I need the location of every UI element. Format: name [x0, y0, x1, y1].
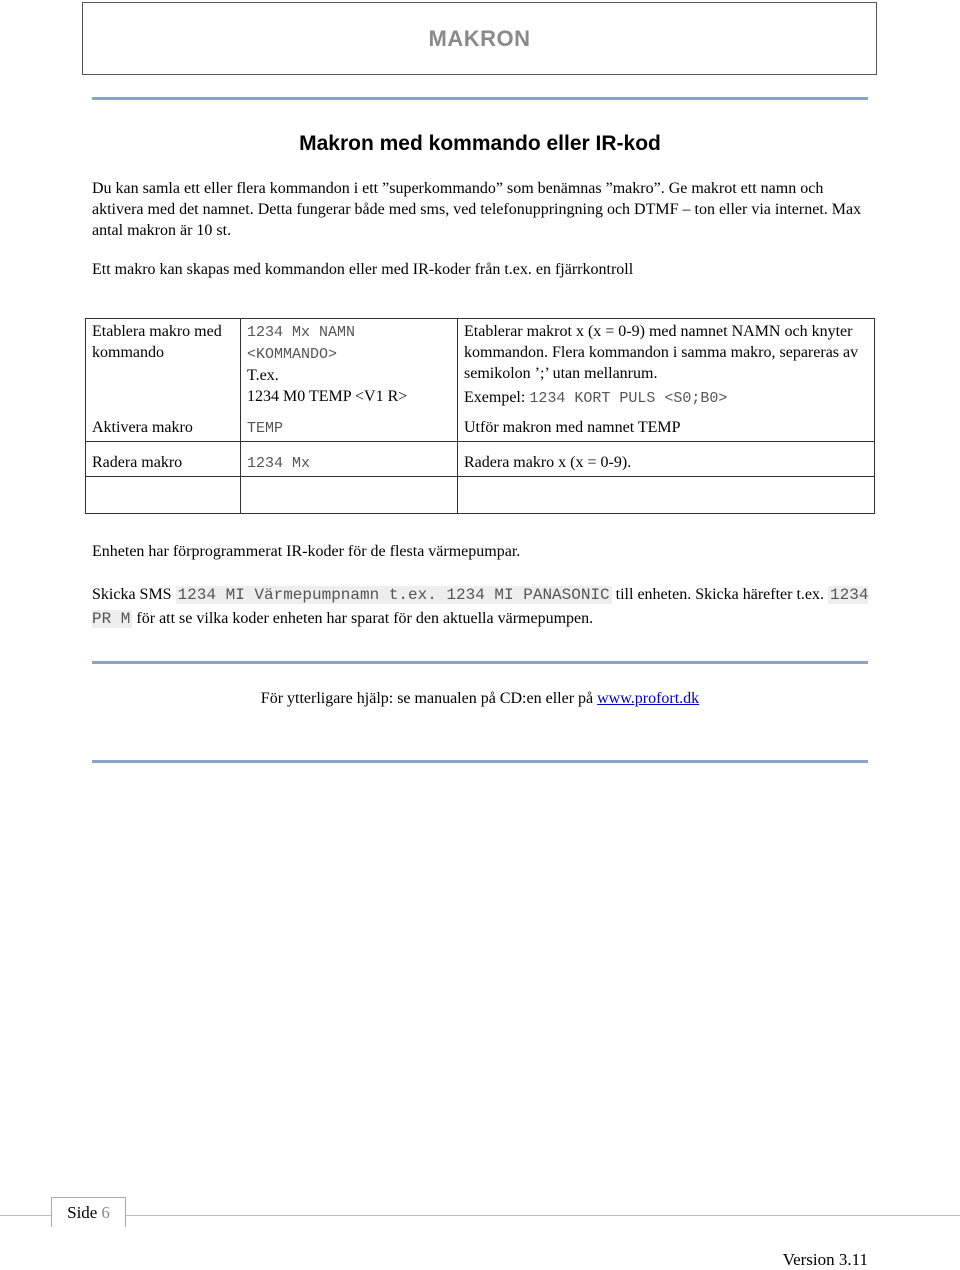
sms-suffix: för att se vilka koder enheten har sparat för den aktuella värmepumpen.	[136, 610, 594, 627]
activate-code-cell	[241, 411, 458, 442]
help-line	[0, 690, 960, 708]
create-code-cell	[241, 319, 458, 412]
divider-middle	[92, 661, 868, 664]
empty-cell-1	[86, 477, 241, 514]
header-box	[82, 2, 877, 75]
divider-top	[92, 97, 868, 100]
divider-bottom	[92, 760, 868, 763]
empty-cell-2	[241, 477, 458, 514]
sms-middle: till enheten. Skicka härefter t.ex.	[615, 586, 825, 603]
section-title: Makron med kommando eller IR-kod	[299, 132, 661, 155]
create-code-line1: 1234 Mx NAMN	[247, 324, 356, 341]
header-title: MAKRON	[428, 25, 531, 51]
create-description-cell	[458, 319, 875, 412]
intro-paragraph-1: Du kan samla ett eller flera kommandon i ett ”superkommando” som benämnas ”makro”. Ge makrot ett namn och aktivera med det namnet. Detta fungerar både med sms, ved telefonuppringning och DTMF – ton eller via internet. Max antal makron är 10 st.	[92, 180, 862, 239]
page-tab	[51, 1197, 126, 1227]
delete-code: 1234 Mx	[247, 455, 311, 472]
delete-label: Radera makro	[86, 442, 241, 477]
empty-cell-3	[458, 477, 875, 514]
activate-description: Utför makron med namnet TEMP	[458, 411, 875, 442]
sms-prefix: Skicka SMS	[92, 586, 172, 603]
sms-code-2: 1234 PR M	[92, 586, 869, 628]
create-example: 1234 M0 TEMP <V1 R>	[247, 388, 408, 405]
create-example-label: T.ex.	[247, 367, 279, 384]
create-description: Etablerar makrot x (x = 0-9) med namnet NAMN och knyter kommandon. Flera kommandon i samma makro, separeras av semikolon ’;’ utan mellanrum.	[464, 323, 859, 382]
sms-paragraph	[92, 583, 872, 631]
macro-table	[85, 318, 875, 514]
table-row-create	[86, 319, 875, 412]
intro-paragraph-2: Ett makro kan skapas med kommandon eller med IR-koder från t.ex. en fjärrkontroll	[92, 261, 634, 278]
table-row-delete	[86, 442, 875, 477]
table-row-activate	[86, 411, 875, 442]
help-text: För ytterligare hjälp: se manualen på CD:en eller på	[260, 690, 594, 707]
version-label: Version 3.11	[782, 1250, 868, 1269]
create-label: Etablera makro med kommando	[86, 319, 241, 412]
table-row-empty	[86, 477, 875, 514]
activate-label: Aktivera makro	[86, 411, 241, 442]
ir-paragraph: Enheten har förprogrammerat IR-koder för de flesta värmepumpar.	[92, 543, 521, 560]
delete-description: Radera makro x (x = 0-9).	[458, 442, 875, 477]
delete-code-cell	[241, 442, 458, 477]
page-label: Side	[67, 1202, 98, 1222]
help-link[interactable]: www.profort.dk	[597, 690, 700, 707]
create-code-line2: <KOMMANDO>	[247, 346, 338, 363]
sms-code-1: 1234 MI Värmepumpnamn t.ex. 1234 MI PANASONIC	[177, 586, 610, 604]
footer-line	[0, 1215, 960, 1216]
page-number: 6	[101, 1202, 110, 1222]
create-example-prefix: Exempel:	[464, 389, 526, 406]
create-example-code: 1234 KORT PULS <S0;B0>	[529, 390, 728, 407]
activate-code: TEMP	[247, 420, 284, 437]
